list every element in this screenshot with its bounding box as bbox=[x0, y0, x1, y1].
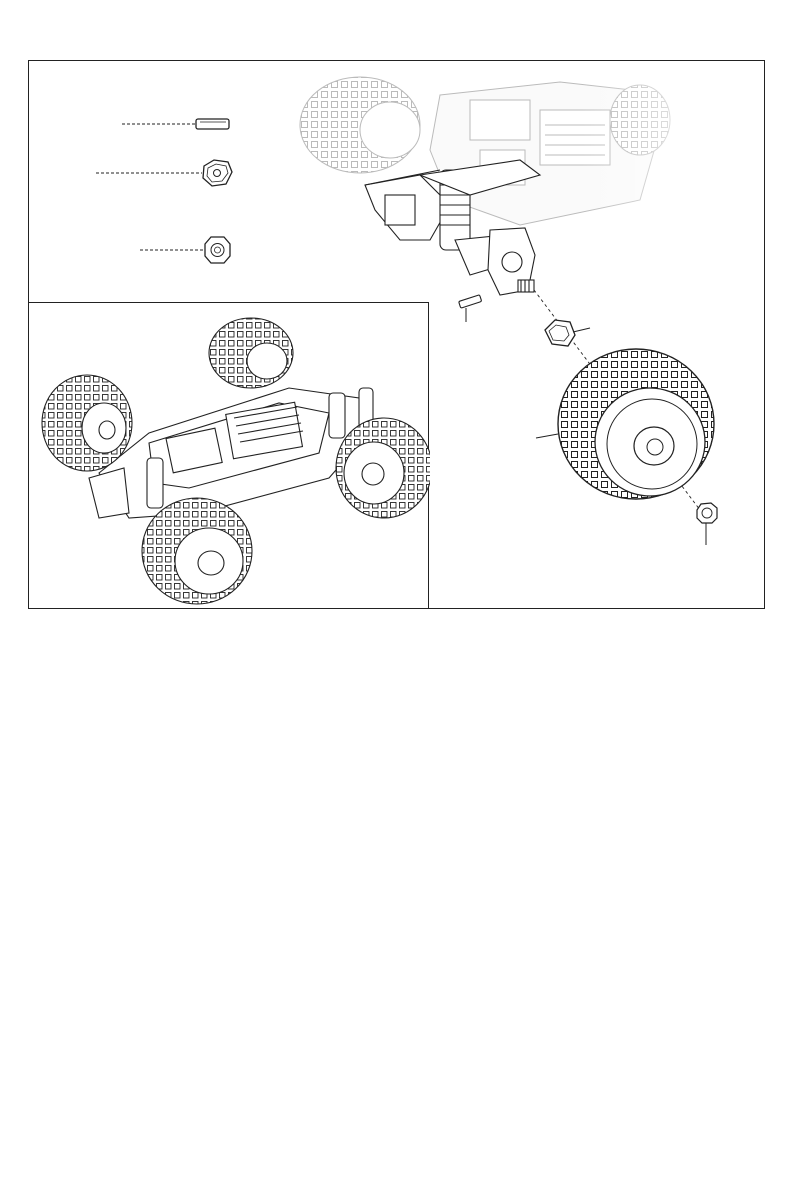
hex-hub-icon bbox=[203, 160, 232, 186]
callout-line-wheel bbox=[536, 434, 558, 438]
wheel-pin-icon bbox=[196, 119, 229, 129]
fade-overlay bbox=[330, 70, 750, 270]
vehicle-rear-bumper bbox=[89, 468, 129, 518]
exploded-parts bbox=[459, 290, 717, 545]
assembled-vehicle-inset bbox=[28, 302, 429, 609]
exploded-hex-hub bbox=[545, 320, 590, 346]
parts-legend bbox=[96, 119, 232, 263]
exploded-wheel-nut bbox=[697, 503, 717, 545]
exploded-wheel bbox=[536, 349, 714, 499]
exploded-pin bbox=[459, 295, 482, 322]
assembled-vehicle-illustration bbox=[29, 303, 430, 610]
callout-line-hex-hub bbox=[573, 328, 590, 332]
axle-stub bbox=[518, 280, 534, 292]
wheel-nut-icon bbox=[205, 237, 230, 263]
